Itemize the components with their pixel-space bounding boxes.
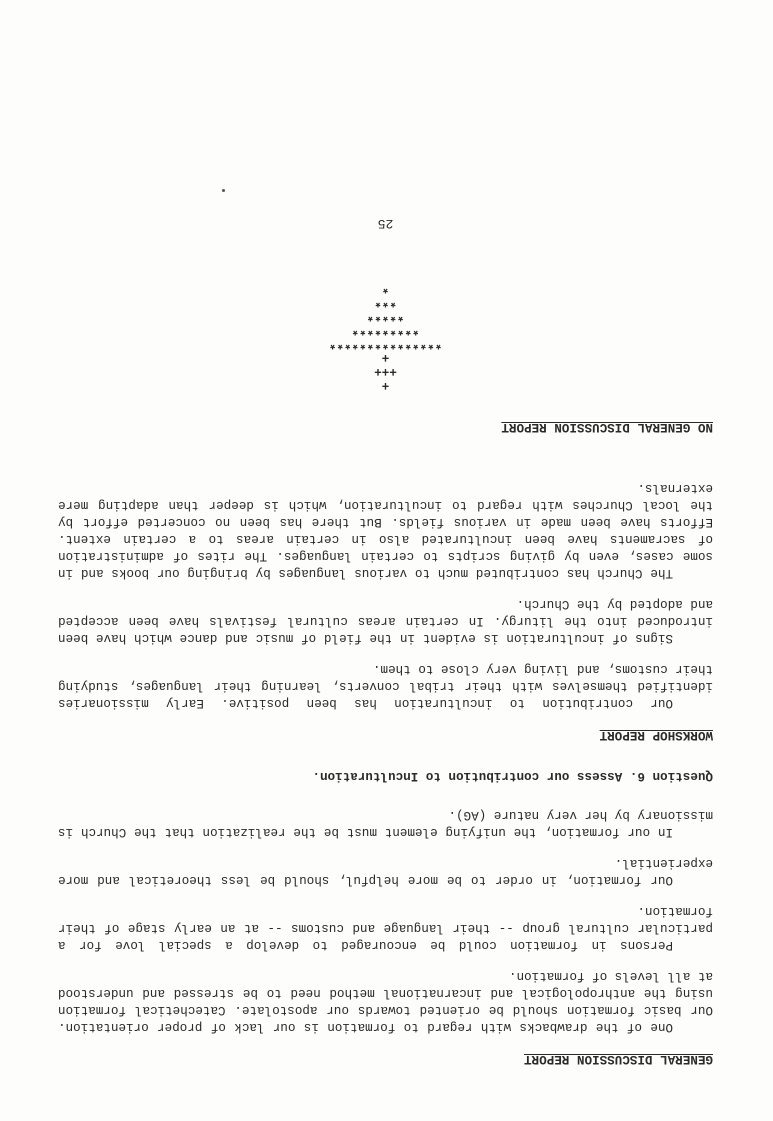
page-number: 25: [377, 216, 394, 231]
paragraph: Signs of inculturation is evident in the field of music and dance which have been introduced into the liturgy. In certain areas cultural festivals have been accepted and adopted by the Church.: [58, 597, 713, 645]
asterisk-ornament: [58, 280, 713, 392]
no-general-discussion-section: [58, 418, 713, 435]
section-heading: WORKSHOP REPORT: [599, 728, 713, 742]
ornament-line: *****: [366, 308, 405, 322]
page-content: [58, 215, 713, 1067]
paragraph: One of the drawbacks with regard to formation is our lack of proper orientation. Our basic formation should be oriented towards our apostolate. Catechetical formation using the anthropological and incarnational method need to be stressed and understood at all levels of formation.: [58, 969, 713, 1034]
paragraph: Our contribution to inculturation has been positive. Early missionaries identified themselves with their tribal converts, learning their languages, studying their customs, and living very close to them.: [58, 662, 713, 710]
workshop-section: [58, 479, 713, 743]
ornament-line: +++: [374, 364, 397, 378]
ornament-line: +: [381, 378, 390, 392]
ornament-line: ***: [374, 294, 397, 308]
general-discussion-section: [58, 806, 713, 1067]
scan-speck: [222, 189, 225, 192]
section-heading: NO GENERAL DISCUSSION REPORT: [501, 420, 713, 434]
ornament-line: *: [381, 280, 390, 294]
ornament-line: +: [381, 350, 390, 364]
paragraph: In our formation, the unifying element must be the realization that the Church is missionary by her very nature (AG).: [58, 808, 713, 839]
paragraph: Persons in formation could be encouraged to develop a special love for a particular cultural group -- their language and customs -- at an early stage of their formation.: [58, 904, 713, 952]
ornament-line: *********: [351, 322, 420, 336]
paragraph: The Church has contributed much to various languages by bringing our books and in some cases, even by giving scripts to certain languages. The rites of administration of sacraments have been inculturated also in certain areas to a certain extent. Efforts have been made in various fields. But there has been no concerted effort by the local Churches with regard to inculturation, which is deeper than adapting mere externals.: [58, 481, 713, 580]
section-heading: GENERAL DISCUSSION REPORT: [524, 1052, 713, 1066]
paragraph: Our formation, in order to be more helpful, should be less theoretical and more experiential.: [58, 856, 713, 887]
ornament-line: ***************: [328, 336, 443, 350]
question-title: Question 6. Assess our contribution to Inculturation.: [312, 769, 713, 783]
